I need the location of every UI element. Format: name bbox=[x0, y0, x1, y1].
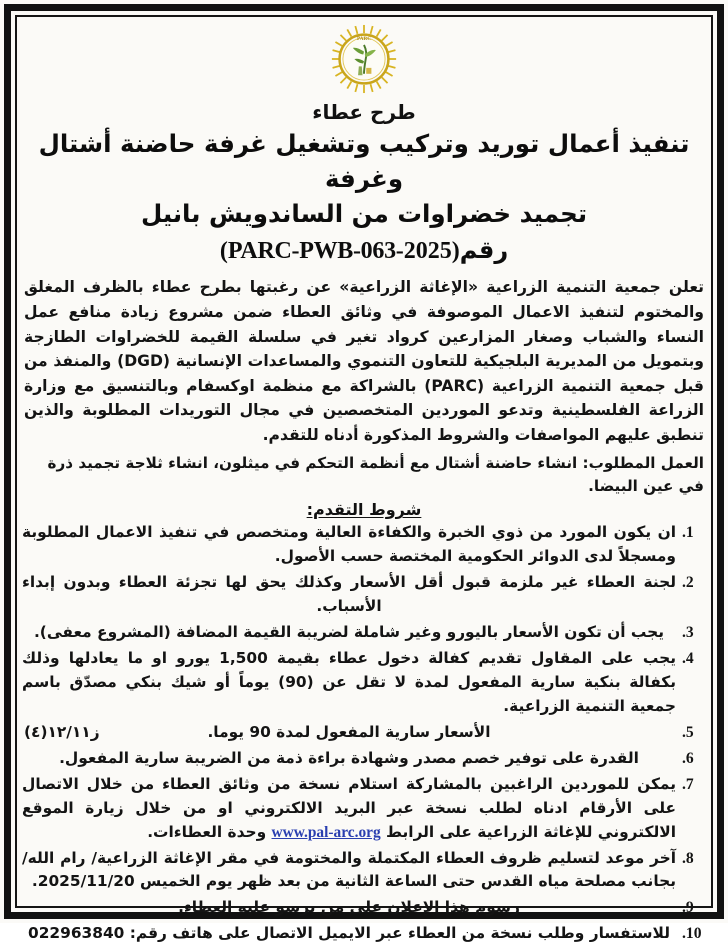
logo-container bbox=[22, 22, 706, 96]
list-item-number: 10. bbox=[682, 925, 702, 943]
tender-number-value: (2025-PARC-PWB-063) bbox=[219, 238, 460, 265]
list-item-number: 6. bbox=[682, 749, 694, 767]
svg-text:PARC: PARC bbox=[357, 35, 371, 42]
list-item-text: رسوم هذا الإعلان على من يرسو عليه العطاء. bbox=[178, 898, 520, 917]
list-item-number: 5. bbox=[682, 723, 694, 741]
list-item bbox=[22, 747, 706, 771]
list-item-text: الأسعار سارية المفعول لمدة 90 يوما. bbox=[207, 722, 491, 741]
scope-of-work-line: العمل المطلوب: انشاء حاضنة أشتال مع أنظمة التحكم في ميثلون، انشاء ثلاجة تجميد ذرة في عين البيضا. bbox=[47, 453, 704, 495]
list-item bbox=[22, 621, 706, 645]
headline-line-1: تنفيذ أعمال توريد وتركيب وتشغيل غرفة حاضنة أشتال وغرفة bbox=[38, 129, 690, 193]
list-item-number: 9. bbox=[682, 899, 694, 917]
list-item bbox=[22, 647, 706, 719]
kicker-heading: طرح عطاء bbox=[312, 100, 416, 124]
list-item-text: ان يكون المورد من ذوي الخبرة والكفاءة العالية ومتخصص في تنفيذ الاعمال المطلوبة ومسجلاً لدى الدوائر الحكومية المختصة حسب الأصول. bbox=[22, 523, 676, 566]
list-item bbox=[22, 847, 706, 895]
list-item-text: القدرة على توفير خصم مصدر وشهادة براءة ذمة من الضريبة سارية المفعول. bbox=[59, 748, 639, 767]
tender-number-label: رقم bbox=[459, 236, 509, 265]
intro-paragraph: تعلن جمعية التنمية الزراعية «الإغاثة الزراعية» عن رغبتها بطرح عطاء بالظرف المغلق والمختوم لتنفيذ الاعمال الموصوفة في وثائق العطاء ضمن مشروع زيادة منافع عمل النساء والشباب وصغار المزارعين كرواد تغير في سلسلة القيمة للخضراوات الطازجة وبتمويل من المديرية البلجيكية للتعاون التنموي والمساعدات الإنسانية (DGD) والمنفذ من قبل جمعية التنمية الزراعية (PARC) بالشراكة مع منظمة اوكسفام وبالتنسيق مع وزارة الزراعة الفلسطينية وتدعو الموردين المتخصصين في مجال التوريدات المطلوبة والذين تنطبق عليهم المواصفات والشروط المذكورة أدناه للتقدم. bbox=[24, 278, 704, 445]
list-item-text: لجنة العطاء غير ملزمة قبول أقل الأسعار وكذلك يحق لها تجزئة العطاء وبدون إبداء الأسباب. bbox=[22, 573, 676, 615]
list-item-number: 1. bbox=[682, 524, 694, 542]
conditions-heading-text: شروط التقدم: bbox=[306, 500, 422, 520]
headline-line-2: تجميد خضراوات من الساندويش بانيل bbox=[140, 198, 588, 228]
document-content bbox=[22, 20, 706, 943]
list-item bbox=[22, 521, 706, 569]
parc-logo-icon bbox=[327, 22, 401, 96]
list-item-number: 3. bbox=[682, 623, 694, 641]
list-item-text: للاستفسار وطلب نسخة من العطاء عبر الايميل الاتصال على هاتف رقم: 022963840 bbox=[28, 924, 670, 943]
list-item-number: 8. bbox=[682, 849, 694, 867]
list-item bbox=[22, 773, 706, 845]
list-item-text: يجب أن تكون الأسعار باليورو وغير شاملة لضريبة القيمة المضافة (المشروع معفى). bbox=[33, 622, 665, 641]
conditions-heading bbox=[22, 500, 706, 519]
title-block bbox=[22, 100, 706, 269]
list-item-text-after-link: وحدة العطاءات. bbox=[147, 822, 272, 841]
list-item bbox=[22, 896, 706, 920]
list-item bbox=[22, 721, 706, 745]
tender-number-line bbox=[22, 232, 706, 269]
list-item bbox=[22, 571, 706, 619]
pal-arc-website-link[interactable]: www.pal-arc.org bbox=[271, 823, 381, 841]
list-item-number: 2. bbox=[682, 574, 694, 592]
list-item-text-before-link: يمكن للموردين الراغبين بالمشاركة استلام نسخة من وثائق العطاء من خلال الاتصال على الأرقام ادناه لطلب نسخة عبر البريد الالكتروني او من خلال زيارة الموقع الالكتروني للإغاثة الزراعية على الرابط bbox=[22, 774, 676, 841]
list-item-text-with-link bbox=[22, 773, 676, 845]
list-item-text: يجب على المقاول تقديم كفالة دخول عطاء بقيمة 1,500 يورو او ما يعادلها وذلك بكفالة بنكية سارية المفعول لمدة لا تقل عن (90) يوماً أو شيك بنكي مصدّق باسم جمعية التنمية الزراعية. bbox=[22, 648, 676, 715]
intro-paragraph-block bbox=[22, 275, 706, 448]
list-item bbox=[22, 922, 706, 946]
list-item-number: 4. bbox=[682, 649, 694, 667]
terms-list bbox=[22, 521, 706, 948]
list-item-text: آخر موعد لتسليم ظروف العطاء المكتملة والمختومة في مقر الإغاثة الزراعية/ رام الله/ بجانب مصلحة مياه القدس حتى الساعة الثانية من بعد ظهر يوم الخميس 2025/11/20. bbox=[22, 848, 676, 891]
list-item-number: 7. bbox=[682, 775, 694, 793]
side-stamp-code: ز١٢/١١(٤) bbox=[24, 722, 100, 741]
